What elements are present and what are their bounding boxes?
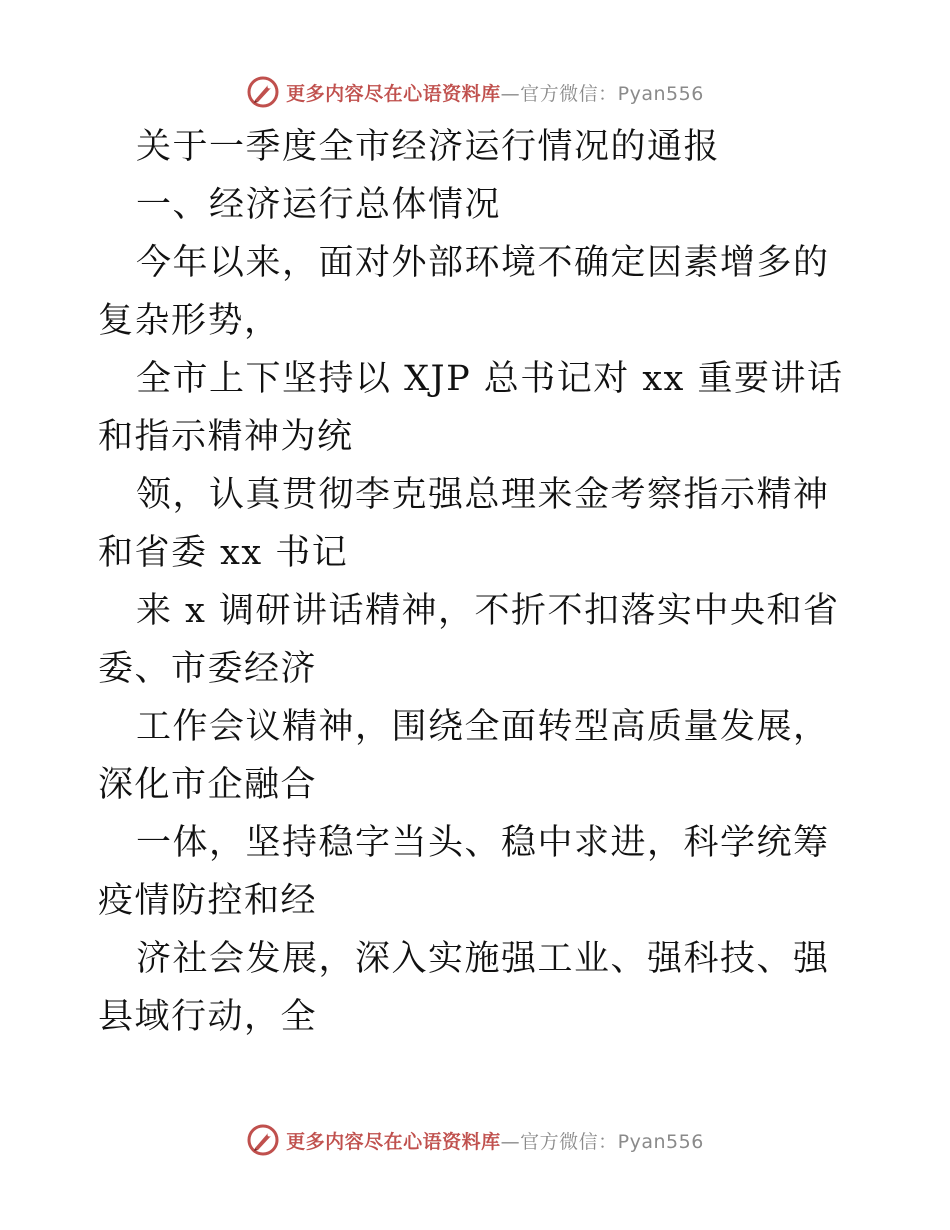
body-paragraph: 今年以来，面对外部环境不确定因素增多的复杂形势，	[98, 243, 830, 341]
document-body	[98, 118, 858, 1046]
body-paragraph: 来 x 调研讲话精神，不折不扣落实中央和省委、市委经济	[98, 591, 840, 689]
header-banner-contact: —官方微信：Pyan556	[500, 82, 704, 105]
body-paragraph: 全市上下坚持以 XJP 总书记对 xx 重要讲话和指示精神为统	[98, 359, 844, 457]
footer-banner-lead: 更多内容尽在心语资料库	[286, 1130, 501, 1153]
header-banner-text	[286, 79, 704, 106]
footer-banner	[0, 1120, 950, 1160]
pen-logo-icon	[246, 1123, 280, 1157]
document-title: 关于一季度全市经济运行情况的通报	[136, 127, 721, 167]
footer-banner-contact: —官方微信：Pyan556	[500, 1130, 704, 1153]
body-paragraph: 工作会议精神，围绕全面转型高质量发展，深化市企融合	[98, 707, 830, 805]
body-paragraph: 领，认真贯彻李克强总理来金考察指示精神和省委 xx 书记	[98, 475, 830, 573]
footer-banner-text	[286, 1127, 704, 1154]
header-banner-lead: 更多内容尽在心语资料库	[286, 82, 501, 105]
section-heading: 一、经济运行总体情况	[136, 185, 502, 225]
body-paragraph: 济社会发展，深入实施强工业、强科技、强县域行动，全	[98, 939, 830, 1037]
pen-logo-icon	[246, 75, 280, 109]
body-paragraph: 一体，坚持稳字当头、稳中求进，科学统筹疫情防控和经	[98, 823, 830, 921]
header-banner	[0, 72, 950, 112]
